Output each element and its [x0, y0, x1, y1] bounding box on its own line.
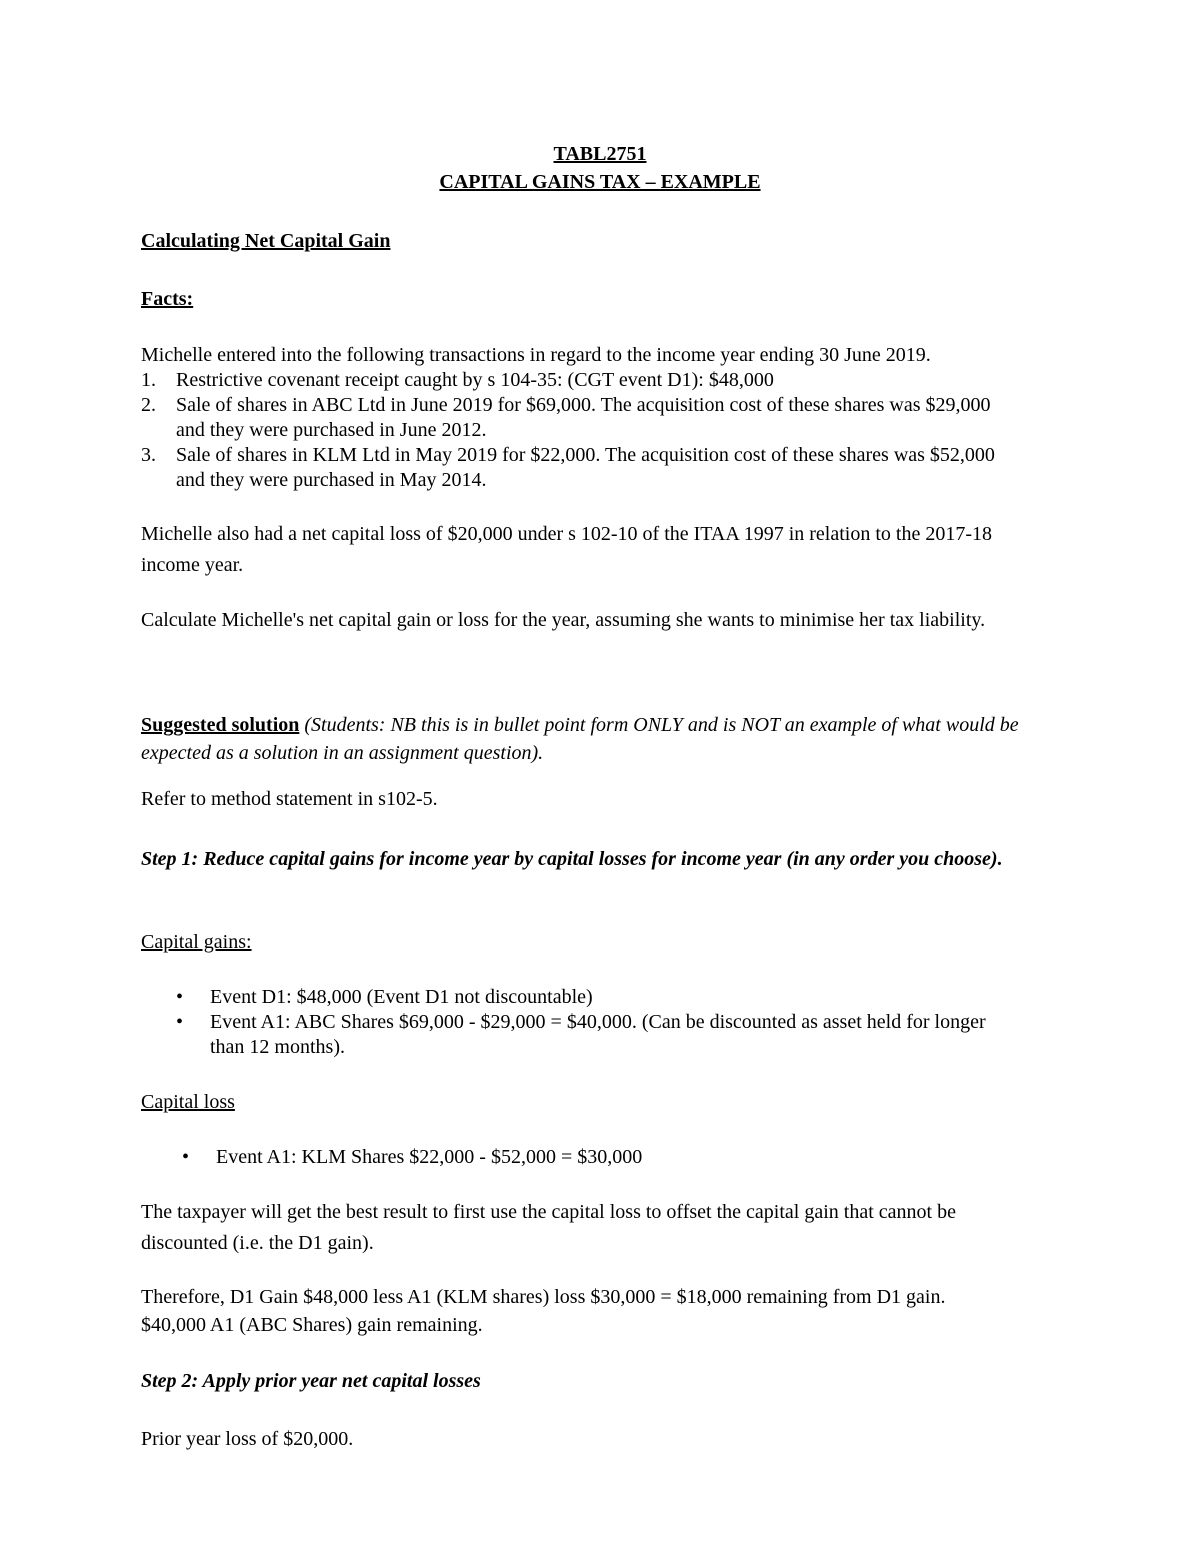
prior-year-loss: Prior year loss of $20,000.: [141, 1428, 354, 1450]
list-item: [182, 1145, 1002, 1170]
facts-item-number: 1.: [141, 369, 156, 391]
best-result-paragraph: The taxpayer will get the best result to first use the capital loss to offset the capital gain that cannot be discounted (i.e. the D1 gain).: [141, 1201, 956, 1254]
course-code: TABL2751: [553, 143, 647, 165]
facts-heading: Facts:: [141, 288, 194, 310]
section-heading: Calculating Net Capital Gain: [141, 230, 391, 252]
facts-item-number: 2.: [141, 394, 156, 416]
solution-intro: [141, 711, 1041, 767]
list-item: [176, 985, 1016, 1010]
therefore-paragraph: [141, 1283, 1061, 1339]
prior-loss-paragraph: Michelle also had a net capital loss of $20,000 under s 102-10 of the ITAA 1997 in relation to the 2017-18 income year.: [141, 523, 992, 576]
capital-gains-heading: Capital gains:: [141, 931, 252, 953]
list-item-text: Event A1: KLM Shares $22,000 - $52,000 = $30,000: [216, 1146, 643, 1168]
facts-list-item: [141, 368, 1021, 393]
facts-intro: Michelle entered into the following transactions in regard to the income year ending 30 June 2019.: [141, 344, 931, 366]
facts-item-text: Sale of shares in KLM Ltd in May 2019 for $22,000. The acquisition cost of these shares was $52,000 and they were purchased in May 2014.: [176, 444, 995, 491]
method-reference: Refer to method statement in s102-5.: [141, 788, 438, 810]
facts-item-text: Restrictive covenant receipt caught by s 104-35: (CGT event D1): $48,000: [176, 369, 774, 391]
facts-list-item: [141, 393, 1021, 443]
step1-heading: Step 1: Reduce capital gains for income year by capital losses for income year (in any order you choose).: [141, 848, 1003, 870]
facts-list: [141, 368, 1021, 493]
list-item-text: Event A1: ABC Shares $69,000 - $29,000 = $40,000. (Can be discounted as asset held for longer than 12 months).: [210, 1011, 986, 1058]
capital-loss-heading: Capital loss: [141, 1091, 235, 1113]
list-item: [176, 1010, 1016, 1060]
solution-note: (Students: NB this is in bullet point form ONLY and is NOT an example of what would be expected as a solution in an assignment question).: [141, 714, 1019, 764]
bullet-icon: •: [176, 986, 184, 1008]
solution-heading: Suggested solution: [141, 714, 300, 736]
step2-heading: Step 2: Apply prior year net capital losses: [141, 1370, 481, 1392]
facts-item-number: 3.: [141, 444, 156, 466]
capital-loss-list: [182, 1145, 1002, 1170]
facts-list-item: [141, 443, 1021, 493]
capital-gains-list: [176, 985, 1016, 1060]
therefore-line-1: Therefore, D1 Gain $48,000 less A1 (KLM shares) loss $30,000 = $18,000 remaining from D1 gain.: [141, 1286, 946, 1308]
facts-item-text: Sale of shares in ABC Ltd in June 2019 for $69,000. The acquisition cost of these shares was $29,000 and they were purchased in June 2012.: [176, 394, 991, 441]
list-item-text: Event D1: $48,000 (Event D1 not discountable): [210, 986, 593, 1008]
bullet-icon: •: [176, 1011, 184, 1033]
bullet-icon: •: [182, 1146, 190, 1168]
question-paragraph: Calculate Michelle's net capital gain or loss for the year, assuming she wants to minimise her tax liability.: [141, 609, 986, 631]
document-title: CAPITAL GAINS TAX – EXAMPLE: [439, 171, 761, 193]
therefore-line-2: $40,000 A1 (ABC Shares) gain remaining.: [141, 1314, 483, 1336]
